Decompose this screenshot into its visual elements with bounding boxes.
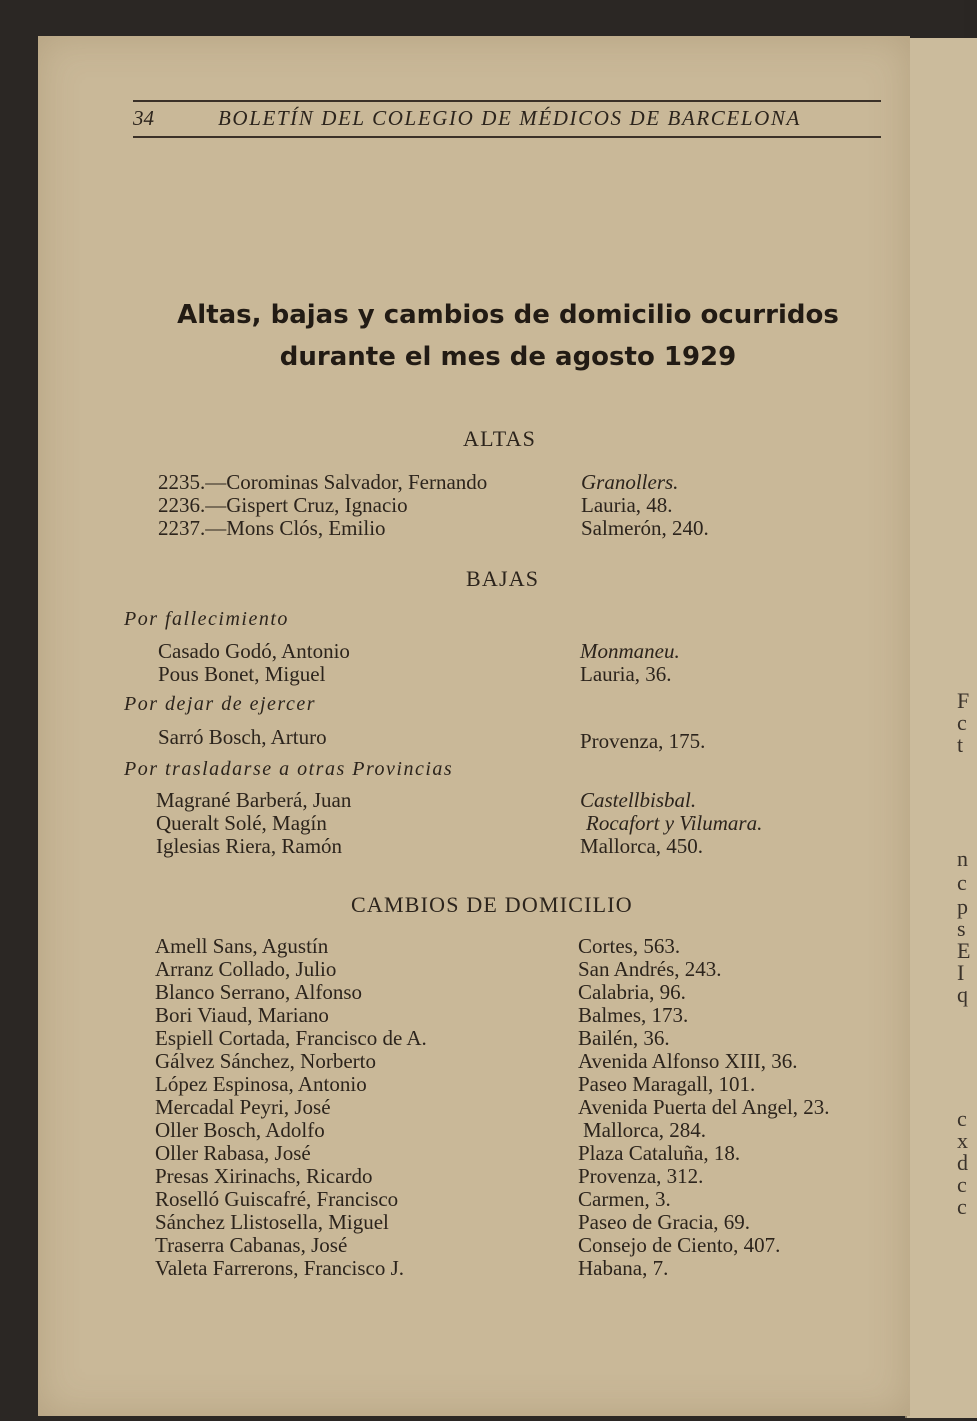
entry-address: Castellbisbal. [580, 788, 697, 812]
entry-name: Sarró Bosch, Arturo [158, 725, 327, 749]
adjacent-page-letter: q [957, 982, 968, 1007]
entry-address: Carmen, 3. [578, 1187, 671, 1211]
adjacent-page-letter: t [957, 732, 964, 757]
entry-address: Balmes, 173. [578, 1003, 689, 1027]
entry-name: Amell Sans, Agustín [155, 934, 329, 958]
adjacent-page-letter: E [957, 938, 971, 963]
entry-address: Calabria, 96. [578, 980, 686, 1004]
section-heading-cambios: CAMBIOS DE DOMICILIO [351, 892, 633, 917]
adjacent-page-letter: I [957, 960, 965, 985]
entry-address: Cortes, 563. [578, 934, 681, 958]
entry-name: 2235.—Corominas Salvador, Fernando [158, 470, 488, 494]
entry-name: Queralt Solé, Magín [156, 811, 327, 835]
running-header [133, 100, 881, 138]
entry-name: Presas Xirinachs, Ricardo [155, 1164, 373, 1188]
entry-name: Espiell Cortada, Francisco de A. [155, 1026, 427, 1050]
entry-address: Mallorca, 450. [580, 834, 704, 858]
adjacent-page-letter: c [957, 1172, 967, 1197]
entry-name: López Espinosa, Antonio [155, 1072, 367, 1096]
entry-name: Pous Bonet, Miguel [158, 662, 326, 686]
adjacent-page-letter: p [957, 894, 968, 919]
entry-address: Consejo de Ciento, 407. [578, 1233, 781, 1257]
entry-address: Rocafort y Vilumara. [586, 811, 763, 835]
adjacent-page-letter: d [957, 1150, 968, 1175]
subsection-label: Por fallecimiento [124, 608, 289, 630]
article-title-line: Altas, bajas y cambios de domicilio ocurridos [177, 300, 839, 330]
entry-name: Oller Rabasa, José [155, 1141, 311, 1165]
entry-name: Magrané Barberá, Juan [156, 788, 352, 812]
subsection-label: Por trasladarse a otras Provincias [124, 758, 454, 780]
entry-address: Bailén, 36. [578, 1026, 670, 1050]
section-heading-bajas: BAJAS [466, 566, 540, 591]
adjacent-page-letter: c [957, 1194, 967, 1219]
entry-address: Plaza Cataluña, 18. [578, 1141, 741, 1165]
entry-name: Oller Bosch, Adolfo [155, 1118, 325, 1142]
entry-name: Roselló Guiscafré, Francisco [155, 1187, 399, 1211]
adjacent-page-letter: n [957, 846, 968, 871]
adjacent-page-letter: s [957, 916, 966, 941]
entry-address: Paseo de Gracia, 69. [578, 1210, 751, 1234]
adjacent-page-letter: c [957, 710, 967, 735]
entry-address: Provenza, 312. [578, 1164, 704, 1188]
adjacent-page-letter: c [957, 870, 967, 895]
entry-name: Traserra Cabanas, José [155, 1233, 348, 1257]
entry-address: Paseo Maragall, 101. [578, 1072, 756, 1096]
entry-name: Valeta Farrerons, Francisco J. [155, 1256, 405, 1280]
document-page [38, 36, 910, 1416]
entry-name: Iglesias Riera, Ramón [156, 834, 343, 858]
entry-name: Casado Godó, Antonio [158, 639, 350, 663]
entry-address: Salmerón, 240. [581, 516, 709, 540]
entry-address: Provenza, 175. [580, 729, 706, 753]
entry-name: Mercadal Peyri, José [155, 1095, 331, 1119]
entry-address: San Andrés, 243. [578, 957, 722, 981]
entry-name: 2236.—Gispert Cruz, Ignacio [158, 493, 408, 517]
article-title [138, 294, 878, 378]
adjacent-page-edge [905, 38, 977, 1418]
adjacent-page-letter: x [957, 1128, 968, 1153]
article-title-line: durante el mes de agosto 1929 [279, 342, 737, 372]
entry-name: Sánchez Llistosella, Miguel [155, 1210, 389, 1234]
entry-address: Mallorca, 284. [583, 1118, 707, 1142]
journal-title: BOLETÍN DEL COLEGIO DE MÉDICOS DE BARCELONA [218, 106, 801, 130]
entry-address: Avenida Puerta del Angel, 23. [578, 1095, 830, 1119]
entry-address: Habana, 7. [578, 1256, 669, 1280]
entry-address: Monmaneu. [580, 639, 680, 663]
entry-address: Lauria, 48. [581, 493, 673, 517]
section-heading-altas: ALTAS [463, 426, 537, 451]
entry-address: Avenida Alfonso XIII, 36. [578, 1049, 798, 1073]
entry-name: Arranz Collado, Julio [155, 957, 337, 981]
entry-address: Granollers. [581, 470, 679, 494]
page-number: 34 [133, 106, 154, 130]
adjacent-page-letter: F [957, 688, 970, 713]
entry-address: Lauria, 36. [580, 662, 672, 686]
adjacent-page-letter: c [957, 1106, 967, 1131]
subsection-label: Por dejar de ejercer [124, 693, 316, 715]
entry-name: 2237.—Mons Clós, Emilio [158, 516, 386, 540]
entry-name: Gálvez Sánchez, Norberto [155, 1049, 376, 1073]
entry-name: Bori Viaud, Mariano [155, 1003, 329, 1027]
entry-name: Blanco Serrano, Alfonso [155, 980, 363, 1004]
